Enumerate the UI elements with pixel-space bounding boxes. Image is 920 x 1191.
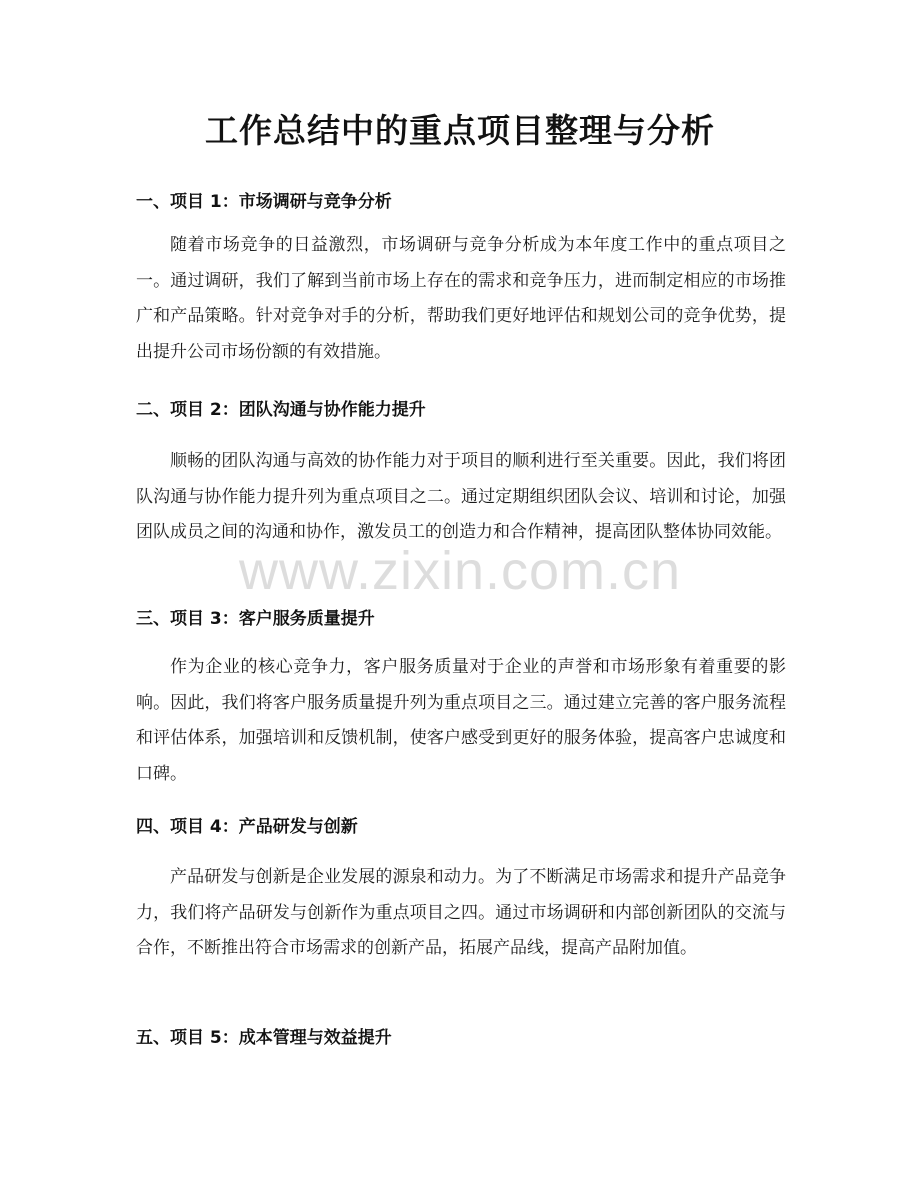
section-heading-5: 五、项目 5：成本管理与效益提升 bbox=[136, 1028, 392, 1048]
section-body-4: 产品研发与创新是企业发展的源泉和动力。为了不断满足市场需求和提升产品竞争力，我们将产品研发与创新作为重点项目之四。通过市场调研和内部创新团队的交流与合作，不断推出符合市场需求的创新产品，拓展产品线，提高产品附加值。 bbox=[136, 867, 786, 958]
section-body-2: 顺畅的团队沟通与高效的协作能力对于项目的顺利进行至关重要。因此，我们将团队沟通与协作能力提升列为重点项目之二。通过定期组织团队会议、培训和讨论，加强团队成员之间的沟通和协作，激发员工的创造力和合作精神，提高团队整体协同效能。 bbox=[136, 451, 786, 542]
section-heading-2: 二、项目 2：团队沟通与协作能力提升 bbox=[136, 400, 426, 420]
section-heading-1: 一、项目 1：市场调研与竞争分析 bbox=[136, 192, 392, 212]
section-heading-4: 四、项目 4：产品研发与创新 bbox=[136, 817, 358, 837]
watermark: www.zixin.com.cn bbox=[238, 541, 682, 601]
page-title: 工作总结中的重点项目整理与分析 bbox=[205, 111, 715, 150]
section-body-3: 作为企业的核心竞争力，客户服务质量对于企业的声誉和市场形象有着重要的影响。因此，我们将客户服务质量提升列为重点项目之三。通过建立完善的客户服务流程和评估体系，加强培训和反馈机制，使客户感受到更好的服务体验，提高客户忠诚度和口碑。 bbox=[136, 657, 786, 784]
section-body-1: 随着市场竞争的日益激烈，市场调研与竞争分析成为本年度工作中的重点项目之一。通过调研，我们了解到当前市场上存在的需求和竞争压力，进而制定相应的市场推广和产品策略。针对竞争对手的分析，帮助我们更好地评估和规划公司的竞争优势，提出提升公司市场份额的有效措施。 bbox=[136, 235, 786, 362]
section-heading-3: 三、项目 3：客户服务质量提升 bbox=[136, 609, 375, 629]
